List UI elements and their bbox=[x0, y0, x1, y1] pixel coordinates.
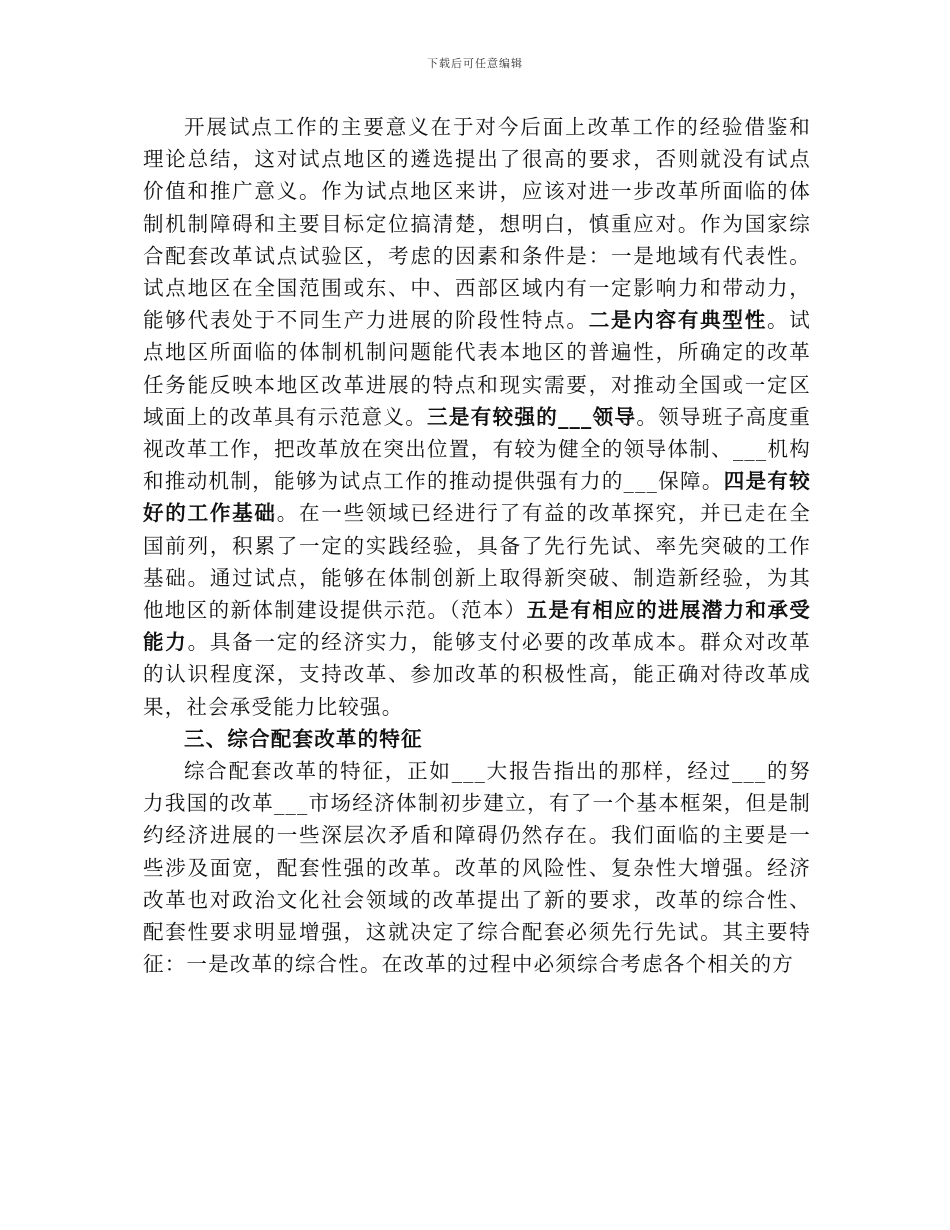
bold-point-two: 二是内容有典型性 bbox=[588, 308, 768, 333]
bold-point-three: 三是有较强的___领导 bbox=[427, 404, 637, 429]
section-heading: 三、综合配套改革的特征 bbox=[184, 726, 423, 751]
document-body bbox=[143, 111, 811, 980]
bold-point-five: 五是有相应的进展潜力和承受能力 bbox=[143, 598, 811, 655]
paragraph-text: 。领导班子高度重视改革工作，把改革放在突出位置，有较为健全的领导体制、___机构和推动机制，能够为试点工作的推动提供强有力的___保障。 bbox=[143, 404, 811, 494]
paragraph-text: 开展试点工作的主要意义在于对今后面上改革工作的经验借鉴和理论总结，这对试点地区的遴选提出了很高的要求，否则就没有试点价值和推广意义。作为试点地区来讲，应该对进一步改革所面临的体制机制障碍和主要目标定位搞清楚，想明白，慎重应对。作为国家综合配套改革试点试验区，考虑的因素和条件是：一是地域有代表性。试点地区在全国范围或东、中、西部区域内有一定影响力和带动力，能够代表处于不同生产力进展的阶段性特点。 bbox=[143, 115, 811, 333]
paragraph-text: 。试点地区所面临的体制机制问题能代表本地区的普遍性，所确定的改革任务能反映本地区改革进展的特点和现实需要，对推动全国或一定区域面上的改革具有示范意义。 bbox=[143, 308, 812, 429]
page-header: 下载后可任意编辑 bbox=[427, 57, 523, 70]
paragraph-reform-features: 综合配套改革的特征，正如___大报告指出的那样，经过___的努力我国的改革___市场经济体制初步建立，有了一个基本框架，但是制约经济进展的一些深层次矛盾和障碍仍然存在。我们面临的主要是一些涉及面宽，配套性强的改革。改革的风险性、复杂性大增强。经济改革也对政治文化社会领域的改革提出了新的要求，改革的综合性、配套性要求明显增强，这就决定了综合配套必须先行先试。其主要特征：一是改革的综合性。在改革的过程中必须综合考虑各个相关的方 bbox=[143, 759, 811, 977]
paragraph-text: 。在一些领域已经进行了有益的改革探究，并已走在全国前列，积累了一定的实践经验，具备了先行先试、率先突破的工作基础。通过试点，能够在体制创新上取得新突破、制造新经验，为其他地区的新体制建设提供示范。（范本） bbox=[143, 501, 811, 623]
bold-point-four: 四是有较好的工作基础 bbox=[143, 469, 811, 526]
paragraph-text: 。具备一定的经济实力，能够支付必要的改革成本。群众对改革的认识程度深，支持改革、参加改革的积极性高，能正确对待改革成果，社会承受能力比较强。 bbox=[143, 630, 811, 719]
paragraph-pilot-significance bbox=[143, 111, 811, 723]
